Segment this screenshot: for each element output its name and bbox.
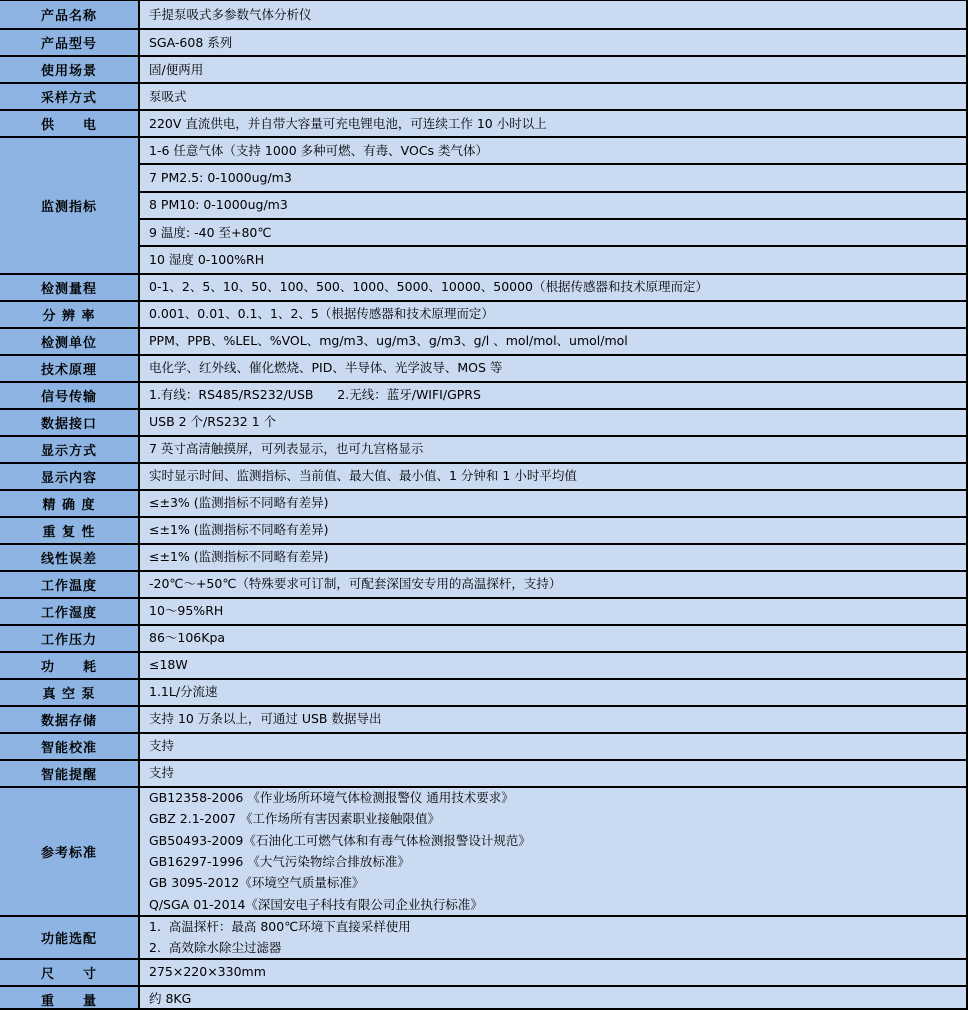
table-row (0, 958, 966, 985)
row-value-area (140, 734, 966, 759)
table-row (0, 489, 966, 516)
row-value-area (140, 572, 966, 597)
row-value-area (140, 329, 966, 354)
row-label: 检测单位 (0, 329, 140, 354)
table-row (0, 678, 966, 705)
row-label: 线性误差 (0, 545, 140, 570)
value-text: 9 温度: -40 至+80℃ (149, 224, 272, 240)
value-text: 实时显示时间、监测指标、当前值、最大值、最小值、1 分钟和 1 小时平均值 (149, 468, 577, 483)
value-subrow (140, 138, 966, 163)
row-label: 精 确 度 (0, 491, 140, 516)
value-text: 1. 高温探杆：最高 800℃环境下直接采样使用 (149, 918, 411, 934)
row-label: 功 耗 (0, 653, 140, 678)
row-value-area (140, 138, 966, 273)
row-value-area (140, 653, 966, 678)
value-cell (140, 680, 966, 705)
row-label: 参考标准 (0, 788, 140, 915)
row-label: 数据接口 (0, 410, 140, 435)
value-text: ≤±3% (监测指标不同略有差异) (149, 495, 329, 510)
value-text: 0-1、2、5、10、50、100、500、1000、5000、10000、50000（根据传感器和技术原理而定） (149, 279, 709, 294)
value-cell (140, 329, 966, 354)
value-text: 86～106Kpa (149, 630, 226, 645)
value-cell (140, 437, 966, 462)
value-cell (140, 302, 966, 327)
row-label: 产品名称 (0, 1, 140, 28)
row-label: 采样方式 (0, 84, 140, 109)
value-cell (140, 626, 966, 651)
value-subrow (140, 245, 966, 272)
value-text: 固/便两用 (149, 61, 204, 77)
value-cell (140, 653, 966, 678)
row-label: 真 空 泵 (0, 680, 140, 705)
table-row (0, 327, 966, 354)
value-cell (140, 707, 966, 732)
row-label: 重 量 (0, 987, 140, 1010)
value-text: ≤±1% (监测指标不同略有差异) (149, 549, 329, 564)
row-label: 工作湿度 (0, 599, 140, 624)
value-cell (140, 30, 966, 55)
table-row (0, 1, 966, 28)
value-cell (140, 410, 966, 435)
row-label: 工作压力 (0, 626, 140, 651)
row-value-area (140, 518, 966, 543)
value-text: GBZ 2.1-2007 《工作场所有害因素职业接触限值》 (149, 811, 440, 827)
row-label: 显示方式 (0, 437, 140, 462)
row-label: 使用场景 (0, 57, 140, 82)
row-value-area (140, 302, 966, 327)
row-value-area (140, 917, 966, 958)
row-label: 供 电 (0, 111, 140, 136)
row-label: 数据存储 (0, 707, 140, 732)
table-row (0, 915, 966, 958)
table-row (0, 300, 966, 327)
row-value-area (140, 464, 966, 489)
value-text: 7 英寸高清触摸屏，可列表显示，也可九宫格显示 (149, 441, 424, 456)
value-text: 10 湿度 0-100%RH (149, 251, 265, 267)
table-row (0, 381, 966, 408)
value-text: 10～95%RH (149, 603, 224, 618)
value-text: 0.001、0.01、0.1、1、2、5（根据传感器和技术原理而定） (149, 306, 494, 321)
row-value-area (140, 275, 966, 300)
row-value-area (140, 707, 966, 732)
value-cell (140, 275, 966, 300)
value-text: Q/SGA 01-2014《深国安电子科技有限公司企业执行标准》 (149, 896, 483, 912)
table-row (0, 82, 966, 109)
row-value-area (140, 30, 966, 55)
row-value-area (140, 491, 966, 516)
value-text: USB 2 个/RS232 1 个 (149, 414, 277, 429)
row-value-area (140, 383, 966, 408)
value-text: 支持 (149, 765, 175, 780)
table-row (0, 985, 966, 1010)
table-row (0, 408, 966, 435)
row-label: 技术原理 (0, 356, 140, 381)
row-label: 显示内容 (0, 464, 140, 489)
value-cell (140, 57, 966, 82)
value-cell (140, 491, 966, 516)
table-row (0, 354, 966, 381)
value-cell (140, 84, 966, 109)
row-label: 分 辨 率 (0, 302, 140, 327)
value-cell (140, 545, 966, 570)
row-label: 信号传输 (0, 383, 140, 408)
value-text: GB16297-1996 《大气污染物综合排放标准》 (149, 854, 410, 869)
table-row (0, 109, 966, 136)
row-value-area (140, 545, 966, 570)
row-value-area (140, 599, 966, 624)
table-row (0, 624, 966, 651)
row-label: 检测量程 (0, 275, 140, 300)
table-row (0, 462, 966, 489)
row-label: 监测指标 (0, 138, 140, 273)
value-text: GB 3095-2012《环境空气质量标准》 (149, 875, 365, 891)
table-row (0, 28, 966, 55)
value-cell (140, 917, 966, 958)
value-subrow (140, 191, 966, 218)
row-value-area (140, 111, 966, 136)
row-label: 智能校准 (0, 734, 140, 759)
row-value-area (140, 987, 966, 1010)
value-cell (140, 761, 966, 786)
row-label: 智能提醒 (0, 761, 140, 786)
table-row (0, 759, 966, 786)
value-cell (140, 518, 966, 543)
value-cell (140, 111, 966, 136)
value-text: 约 8KG (149, 991, 192, 1006)
table-row (0, 732, 966, 759)
value-text: SGA-608 系列 (149, 34, 233, 50)
value-text: 8 PM10: 0-1000ug/m3 (149, 197, 288, 213)
row-value-area (140, 1, 966, 28)
value-text: 支持 10 万条以上，可通过 USB 数据导出 (149, 711, 382, 726)
value-text: -20℃～+50℃（特殊要求可订制，可配套深国安专用的高温探杆，支持） (149, 576, 562, 591)
value-subrow (140, 163, 966, 190)
table-row (0, 705, 966, 732)
value-cell (140, 987, 966, 1010)
value-text: 2. 高效除水除尘过滤器 (149, 940, 282, 955)
row-value-area (140, 57, 966, 82)
value-text: 7 PM2.5: 0-1000ug/m3 (149, 169, 292, 185)
value-text: 1-6 任意气体（支持 1000 多种可燃、有毒、VOCs 类气体） (149, 142, 489, 158)
table-row (0, 597, 966, 624)
value-text: PPM、PPB、%LEL、%VOL、mg/m3、ug/m3、g/m3、g/l 、mol/mol、umol/mol (149, 333, 628, 348)
value-cell (140, 1, 966, 28)
row-label: 重 复 性 (0, 518, 140, 543)
value-text: 220V 直流供电，并自带大容量可充电锂电池，可连续工作 10 小时以上 (149, 115, 547, 131)
row-label: 产品型号 (0, 30, 140, 55)
table-row (0, 543, 966, 570)
value-cell (140, 464, 966, 489)
row-label: 尺 寸 (0, 960, 140, 985)
row-value-area (140, 410, 966, 435)
row-value-area (140, 680, 966, 705)
value-text: 泵吸式 (149, 88, 187, 104)
value-cell (140, 356, 966, 381)
value-cell (140, 572, 966, 597)
value-text: GB50493-2009《石油化工可燃气体和有毒气体检测报警设计规范》 (149, 832, 531, 848)
table-row (0, 273, 966, 300)
table-row (0, 136, 966, 273)
row-value-area (140, 626, 966, 651)
value-cell (140, 734, 966, 759)
row-value-area (140, 437, 966, 462)
value-cell (140, 599, 966, 624)
value-text: 手提泵吸式多参数气体分析仪 (149, 6, 312, 22)
value-text: 支持 (149, 738, 175, 753)
value-text: GB12358-2006 《作业场所环境气体检测报警仪 通用技术要求》 (149, 789, 514, 805)
table-row (0, 570, 966, 597)
value-cell (140, 960, 966, 985)
table-row (0, 786, 966, 915)
row-value-area (140, 960, 966, 985)
value-text: ≤±1% (监测指标不同略有差异) (149, 522, 329, 537)
value-text: 电化学、红外线、催化燃烧、PID、半导体、光学波导、MOS 等 (149, 360, 503, 375)
row-value-area (140, 84, 966, 109)
row-label: 功能选配 (0, 917, 140, 958)
value-subrow (140, 218, 966, 245)
value-cell (140, 383, 966, 408)
row-value-area (140, 356, 966, 381)
table-row (0, 55, 966, 82)
row-value-area (140, 788, 966, 915)
table-row (0, 651, 966, 678)
value-text: 1.1L/分流速 (149, 684, 218, 699)
value-text: ≤18W (149, 657, 188, 672)
value-text: 1.有线：RS485/RS232/USB 2.无线：蓝牙/WIFI/GPRS (149, 387, 481, 402)
value-cell (140, 788, 966, 915)
value-text: 275×220×330mm (149, 964, 266, 979)
table-row (0, 516, 966, 543)
table-row (0, 435, 966, 462)
row-value-area (140, 761, 966, 786)
row-label: 工作温度 (0, 572, 140, 597)
